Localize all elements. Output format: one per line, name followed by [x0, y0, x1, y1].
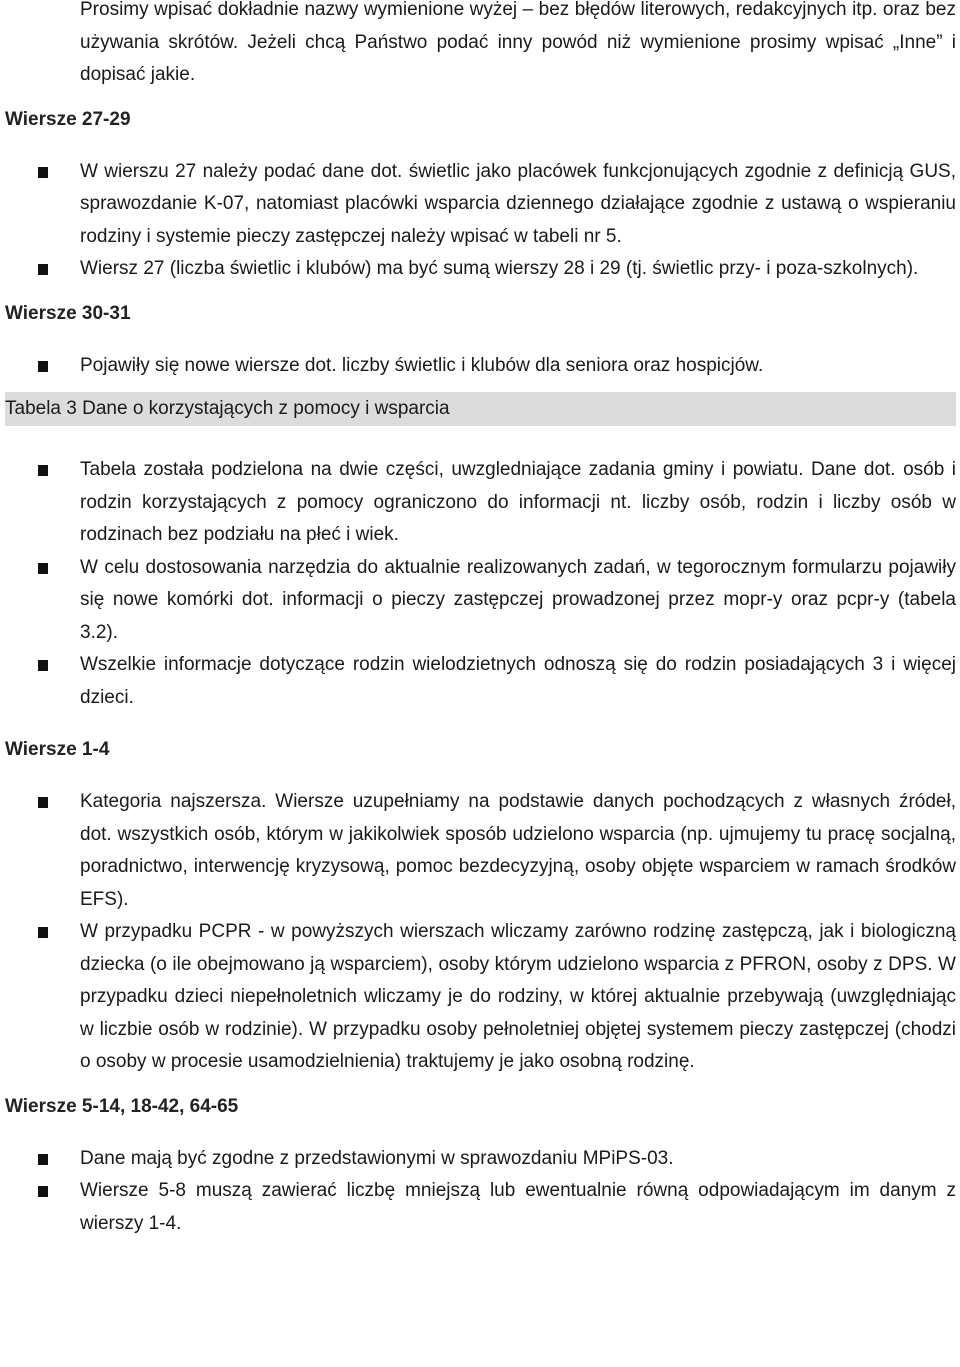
list-item [5, 786, 956, 916]
list-item [5, 1143, 956, 1176]
section-heading: Wiersze 1-4 [5, 739, 110, 760]
list-item [5, 552, 956, 650]
list-item [5, 253, 956, 286]
section-heading: Wiersze 27-29 [5, 108, 131, 130]
list-item-text: Kategoria najszersza. Wiersze uzupełniamy na podstawie danych pochodzących z własnych źródeł, dot. wszystkich osób, którym w jakikolwiek sposób udzielono wsparcia (np. ujmujemy tu pracę socjalną, poradnictwo, interwencję kryzysową, pomoc bezdecyzyjną, osoby objęte wsparciem w ramach środków EFS). [80, 791, 956, 910]
square-bullet-icon [38, 563, 48, 574]
list-item-text: Wiersze 5-8 muszą zawierać liczbę mniejszą lub ewentualnie równą odpowiadającym im danym z wierszy 1-4. [80, 1180, 956, 1234]
square-bullet-icon [38, 1186, 48, 1197]
list-item-text: W celu dostosowania narzędzia do aktualnie realizowanych zadań, w tegorocznym formularzu pojawiły się nowe komórki dot. informacji o pieczy zastępczej prowadzonej przez mopr-y oraz pcpr-y (tabela 3.2). [80, 556, 956, 643]
intro-continuation-text: Prosimy wpisać dokładnie nazwy wymienione wyżej – bez błędów literowych, redakcyjnych itp. oraz bez używania skrótów. Jeżeli chcą Państwo podać inny powód niż wymienione prosimy wpisać „Inne” i dopisać jakie. [80, 0, 956, 85]
square-bullet-icon [38, 927, 48, 938]
section-heading: Wiersze 5-14, 18-42, 64-65 [5, 1095, 239, 1117]
list-item [5, 1175, 956, 1240]
square-bullet-icon [38, 1154, 48, 1165]
list-item-text: W przypadku PCPR - w powyższych wierszach wliczamy zarówno rodzinę zastępczą, jak i biologiczną dziecka (o ile obejmowano ją wsparciem), osoby którym udzielono wsparcia z PFRON, osoby z DPS. W przypadku dzieci niepełnoletnich wliczamy je do rodziny, w której aktualnie przebywają (uwzględniając w liczbie osób w rodzinie). W przypadku osoby pełnoletniej objętej systemem pieczy zastępczej (chodzi o osoby w procesie usamodzielnienia) traktujemy je jako osobną rodzinę. [80, 921, 956, 1072]
list-item-text: W wierszu 27 należy podać dane dot. świetlic jako placówek funkcjonujących zgodnie z definicją GUS, sprawozdanie K-07, natomiast placówki wsparcia dziennego działające zgodnie z ustawą o wspieraniu rodziny i systemie pieczy zastępczej należy wpisać w tabeli nr 5. [80, 160, 956, 247]
table-section-heading: Tabela 3 Dane o korzystających z pomocy i wsparcia [5, 392, 956, 426]
list-item [5, 350, 956, 383]
list-item [5, 916, 956, 1079]
list-item-text: Pojawiły się nowe wiersze dot. liczby świetlic i klubów dla seniora oraz hospicjów. [80, 354, 764, 376]
square-bullet-icon [38, 361, 48, 372]
list-item-text: Wiersz 27 (liczba świetlic i klubów) ma być sumą wierszy 28 i 29 (tj. świetlic przy- i poza-szkolnych). [80, 258, 919, 279]
list-item [5, 649, 956, 714]
list-item-text: Dane mają być zgodne z przedstawionymi w sprawozdaniu MPiPS-03. [80, 1147, 674, 1169]
list-item [5, 156, 956, 254]
list-item-text: Tabela została podzielona na dwie części, uwzgledniające zadania gminy i powiatu. Dane dot. osób i rodzin korzystających z pomocy ograniczono do informacji nt. liczby osób, rodzin i liczby osób w rodzinach bez podziału na płeć i wiek. [80, 459, 956, 545]
square-bullet-icon [38, 465, 48, 476]
list-item-text: Wszelkie informacje dotyczące rodzin wielodzietnych odnoszą się do rodzin posiadających 3 i więcej dzieci. [80, 654, 956, 708]
square-bullet-icon [38, 797, 48, 808]
square-bullet-icon [38, 167, 48, 178]
list-item [5, 0, 956, 92]
list-item [5, 454, 956, 552]
square-bullet-icon [38, 660, 48, 671]
section-heading: Wiersze 30-31 [5, 302, 131, 324]
square-bullet-icon [38, 264, 48, 275]
